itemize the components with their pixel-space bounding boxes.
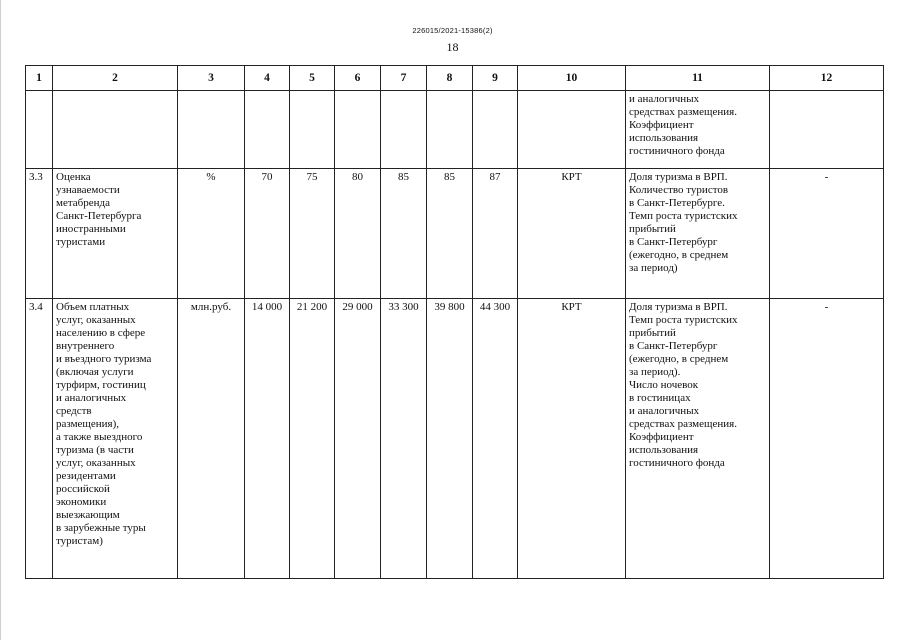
cell [335,91,381,169]
col-header-1: 1 [26,66,53,91]
cell-value: 85 [427,169,473,299]
col-header-2: 2 [53,66,178,91]
cell-notes: - [770,169,884,299]
cell-indicator-name: Оценка узнаваемости метабренда Санкт-Петербурга иностранными туристами [53,169,178,299]
cell-source: КРТ [518,169,626,299]
col-header-4: 4 [245,66,290,91]
col-header-11: 11 [626,66,770,91]
cell-value: 21 200 [290,299,335,579]
cell-related-indicators: Доля туризма в ВРП. Количество туристов в Санкт-Петербурге. Темп роста туристских прибытий в Санкт-Петербург (ежегодно, в среднем за период) [626,169,770,299]
col-header-8: 8 [427,66,473,91]
col-header-3: 3 [178,66,245,91]
cell [290,91,335,169]
page-number: 18 [446,40,459,54]
cell [518,91,626,169]
col-header-9: 9 [473,66,518,91]
cell [770,91,884,169]
cell [245,91,290,169]
cell-value: 44 300 [473,299,518,579]
scan-edge [0,0,1,640]
cell-value: 14 000 [245,299,290,579]
cell-value: 87 [473,169,518,299]
table-row-continuation [26,91,884,169]
col-header-6: 6 [335,66,381,91]
cell-value: 85 [381,169,427,299]
col-header-10: 10 [518,66,626,91]
cell [53,91,178,169]
cell-related-indicators: Доля туризма в ВРП. Темп роста туристских прибытий в Санкт-Петербург (ежегодно, в среднем за период). Число ночевок в гостиницах и аналогичных средствах размещения. Коэффициент использования гостиничного фонда [626,299,770,579]
cell-indicator-name: Объем платных услуг, оказанных населению в сфере внутреннего и въездного туризма (включая услуги турфирм, гостиниц и аналогичных средств размещения), а также выездного туризма (в части услуг, оказанных резидентами российской экономики выезжающим в зарубежные туры туристам) [53,299,178,579]
col-header-12: 12 [770,66,884,91]
cell [178,91,245,169]
cell-source: КРТ [518,299,626,579]
header-row [26,66,884,91]
cell-notes: - [770,299,884,579]
cell-number: 3.4 [26,299,53,579]
table-row [26,169,884,299]
cell-number: 3.3 [26,169,53,299]
cell [26,91,53,169]
cell-value: 33 300 [381,299,427,579]
table-row [26,299,884,579]
cell-related-indicators: и аналогичных средствах размещения. Коэффициент использования гостиничного фонда [626,91,770,169]
cell-unit: % [178,169,245,299]
cell [427,91,473,169]
cell-value: 39 800 [427,299,473,579]
cell-unit: млн.руб. [178,299,245,579]
cell-value: 75 [290,169,335,299]
document-id: 226015/2021-15386(2) [412,26,493,35]
cell-value: 80 [335,169,381,299]
cell [381,91,427,169]
cell-value: 29 000 [335,299,381,579]
cell [473,91,518,169]
cell-value: 70 [245,169,290,299]
col-header-7: 7 [381,66,427,91]
col-header-5: 5 [290,66,335,91]
indicators-table [25,65,884,579]
